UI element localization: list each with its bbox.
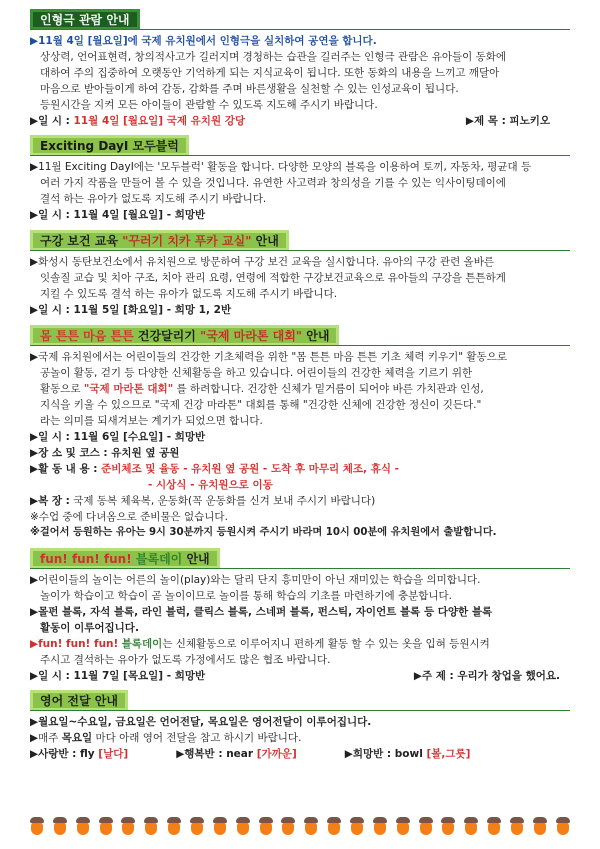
activity-info (30, 461, 570, 477)
date-value: 11월 6일 [수요일] - 희망반 (73, 431, 206, 443)
theme-value: 우리가 창업을 했어요. (457, 670, 560, 682)
acorn-icon (556, 817, 570, 835)
section-title (30, 135, 189, 156)
class-meaning: [볼,그릇] (426, 748, 471, 760)
body-line: 잇솔질 교습 및 치아 구조, 치아 관리 요령, 연령에 적합한 구강보건교육으로 유아들의 구강을 튼튼하게 (40, 272, 506, 284)
body-line: 라는 의미를 되새겨보는 계기가 되었으면 합니다. (40, 415, 263, 427)
date-value: 11월 4일 [월요일] - 희망반 (73, 209, 206, 221)
arrow-icon: ▶ (30, 35, 39, 47)
clothes-info (30, 493, 570, 509)
title-part: 블록데이 (135, 552, 183, 566)
activity-value-cont: - 시상식 - 유치원으로 이동 (148, 479, 273, 491)
lead-text: 11월 4일 [월요일]에 국제 유치원에서 인형극을 실치하여 공연을 합니다. (38, 35, 377, 47)
place-label: ▶장 소 및 코스 : (30, 447, 108, 459)
subject-value: 피노키오 (509, 115, 550, 127)
activity-value: 준비체조 및 율동 - 유치원 옆 공원 - 도착 후 마무리 체조, 휴식 - (101, 463, 399, 475)
date-info (30, 113, 245, 128)
acorn-icon (350, 817, 364, 835)
text-part: ▶매주 (30, 732, 62, 744)
acorn-icon (441, 817, 455, 835)
acorn-icon (304, 817, 318, 835)
info-row (30, 668, 570, 683)
text-part: 목요일 (61, 732, 93, 744)
body-line: 대하여 주의 집중하여 오랫동안 기억하게 되는 지식교육이 됩니다. 또한 동화의 내용을 느끼고 깨달아 (40, 67, 500, 79)
clothes-value: 국제 동복 체육복, 운동화(꼭 운동화를 신겨 보내 주시기 바랍니다) (73, 495, 376, 507)
section-block-day (30, 547, 570, 683)
acorn-icon (144, 817, 158, 835)
activity-label: ▶활 동 내 용 : (30, 463, 98, 475)
lead-line (30, 33, 570, 49)
acorn-icon (236, 817, 250, 835)
class-words (30, 746, 570, 761)
class-word-love (30, 746, 128, 761)
section-title (30, 548, 220, 569)
title-part: 몸 튼튼 마음 튼튼 (40, 329, 134, 343)
title-part: "꾸러기 치카 푸카 교실" (122, 234, 252, 248)
title-part: 구강 보건 교육 (40, 234, 118, 248)
text-part: 를 하려합니다. 건강한 신체가 밑거름이 되어야 바른 가치관과 인성, (173, 383, 484, 395)
section-header (30, 689, 570, 711)
date-value: 11월 5일 [화요일] - 희망 1, 2반 (73, 304, 232, 316)
date-info (30, 207, 570, 223)
fun-text: ▶fun! fun! fun! (30, 638, 119, 650)
class-meaning: [날다] (98, 748, 129, 760)
class-label: ▶사랑반 : fly (30, 748, 99, 760)
section-dental-education (30, 229, 570, 318)
highlight-text: "국제 마라톤 대회" (83, 383, 174, 395)
acorn-icon (76, 817, 90, 835)
section-title (30, 325, 339, 346)
date-label: ▶일 시 : (30, 304, 70, 316)
body-line: ▶화성시 동탄보건소에서 유치원으로 방문하여 구강 보건 교육을 실시합니다. 유아의 구강 관련 올바른 (30, 256, 494, 268)
body-line: ▶몰펀 블록, 자석 블록, 라인 블럭, 클릭스 블록, 스네퍼 블록, 펀스틱, 자이언트 블록 등 다양한 블록 (30, 606, 493, 618)
acorn-icon (121, 817, 135, 835)
title-part: 안내 (186, 552, 210, 566)
section-header (30, 134, 570, 156)
acorn-icon (190, 817, 204, 835)
acorn-icon (396, 817, 410, 835)
text-part: 마다 아래 영어 전달을 참고 하시기 바랍니다. (92, 732, 302, 744)
section-title: 인형극 관람 안내 (30, 9, 140, 30)
body-line (30, 636, 570, 652)
body-line: ▶국제 유치원에서는 어린이들의 건강한 기초체력을 위한 "몸 튼튼 마음 튼튼 기초 체력 키우기" 활동으로 (30, 351, 507, 363)
acorn-icon (259, 817, 273, 835)
section-english (30, 689, 570, 761)
date-label: ▶일 시 : (30, 115, 70, 127)
title-part: "국제 마라톤 대회" (200, 329, 303, 343)
clothes-label: ▶복 장 : (30, 495, 70, 507)
newsletter (30, 8, 570, 767)
acorn-icon (533, 817, 547, 835)
section-title: 영어 전달 안내 (30, 690, 128, 711)
section-marathon (30, 324, 570, 541)
section-exciting-day (30, 134, 570, 223)
body-line: ▶11월 Exciting DayⅠ에는 '모두블럭' 활동을 합니다. 다양한 모양의 블록을 이용하여 토끼, 자동차, 평균대 등 (30, 161, 532, 173)
section-title (30, 230, 289, 251)
date-info (30, 302, 570, 318)
acorn-border (30, 817, 570, 835)
date-label: ▶일 시 : (30, 209, 70, 221)
section-puppet-show (30, 8, 570, 128)
title-part: fun! fun! fun! (40, 552, 132, 566)
date-label: ▶일 시 : (30, 431, 70, 443)
acorn-icon (167, 817, 181, 835)
class-meaning: [가까운] (256, 748, 297, 760)
class-label: ▶행복반 : near (176, 748, 257, 760)
acorn-icon (30, 817, 44, 835)
body-line: 마음으로 받아들이게 하여 감동, 감화를 주며 바른생활을 실천할 수 있는 인성교육이 됩니다. (40, 83, 459, 95)
body-line: 지킬 수 있도록 결석 하는 유아가 없도록 지도해 주시기 바랍니다. (40, 288, 338, 300)
note-line: ※수업 중에 다녀옴으로 준비물은 없습니다. (30, 511, 228, 523)
place-value: 유치원 옆 공원 (111, 447, 180, 459)
title-part: 안내 (255, 234, 279, 248)
acorn-icon (281, 817, 295, 835)
body-line (30, 381, 570, 397)
body-line: 주시고 결석하는 유아가 없도록 가정에서도 많은 협조 바랍니다. (40, 654, 331, 666)
acorn-icon (419, 817, 433, 835)
subject-info (466, 113, 550, 128)
date-info (30, 429, 570, 445)
acorn-icon (53, 817, 67, 835)
place-info (30, 445, 570, 461)
section-header (30, 547, 570, 569)
info-row (30, 113, 570, 128)
acorn-icon (510, 817, 524, 835)
body-line: 놀이가 학습이고 학습이 곧 놀이이므로 놀이를 통해 학습의 기초를 마련하기에 충분합니다. (40, 590, 453, 602)
body-line: 여러 가지 작품을 만들어 볼 수 있을 것입니다. 유연한 사고력과 창의성을 기를 수 있는 익사이팅데이에 (40, 177, 506, 189)
acorn-icon (487, 817, 501, 835)
note-line: ※걸어서 등원하는 유아는 9시 30분까지 등원시켜 주시기 바라며 10시 00분에 유치원에서 출발합니다. (30, 527, 497, 538)
title-part: 안내 (306, 329, 330, 343)
section-header (30, 324, 570, 346)
acorn-icon (327, 817, 341, 835)
body-line: 지식을 키울 수 있으므로 "국제 건강 마라톤" 대회를 통해 "건강한 신체에 건강한 정신이 깃든다." (40, 399, 482, 411)
acorn-icon (464, 817, 478, 835)
body-line: 결석 하는 유아가 없도록 지도해 주시기 바랍니다. (40, 193, 267, 205)
body-line: 상상력, 언어표현력, 창의적사고가 길러지며 경청하는 습관을 길러주는 인형극 관람은 유아들이 동화에 (40, 51, 507, 63)
block-day-text: 블록데이 (121, 638, 163, 650)
body-line: ▶어린이들의 놀이는 어른의 놀이(play)와는 달리 단지 흥미만이 아닌 재미있는 학습을 의미합니다. (30, 574, 481, 586)
body-line: 활동이 이루어집니다. (40, 622, 139, 634)
body-line (30, 730, 570, 746)
section-header (30, 8, 570, 30)
text-part: 활동으로 (40, 383, 84, 395)
class-word-happy (176, 746, 297, 761)
body-line: 등원시간을 지켜 모든 아이들이 관람할 수 있도록 지도해 주시기 바랍니다. (40, 99, 378, 111)
acorn-icon (213, 817, 227, 835)
section-header (30, 229, 570, 251)
body-line: 공놀이 활동, 걷기 등 다양한 신체활동을 하고 있습니다. 어린이들의 건강한 체력을 기르기 위한 (40, 367, 473, 379)
title-part: 모두블럭 (132, 139, 179, 153)
class-label: ▶희망반 : bowl (344, 748, 427, 760)
theme-info (414, 668, 560, 683)
body-line: ▶월요일~수요일, 금요일은 언어전달, 목요일은 영어전달이 이루어집니다. (30, 716, 372, 728)
acorn-icon (373, 817, 387, 835)
class-word-hope (345, 746, 471, 761)
date-info (30, 668, 205, 683)
date-value: 11월 7일 [목요일] - 희망반 (73, 670, 206, 682)
text-part: 는 신체활동으로 이루어지니 편하게 활동 할 수 있는 옷을 입혀 등원시켜 (162, 638, 490, 650)
theme-label: ▶주 제 : (413, 670, 454, 682)
acorn-icon (99, 817, 113, 835)
date-label: ▶일 시 : (30, 670, 70, 682)
title-part: Exciting DayⅠ (40, 139, 129, 153)
date-value: 11월 4일 [월요일] 국제 유치원 강당 (73, 115, 246, 127)
title-part: 건강달리기 (137, 329, 196, 343)
subject-label: ▶제 목 : (465, 115, 506, 127)
